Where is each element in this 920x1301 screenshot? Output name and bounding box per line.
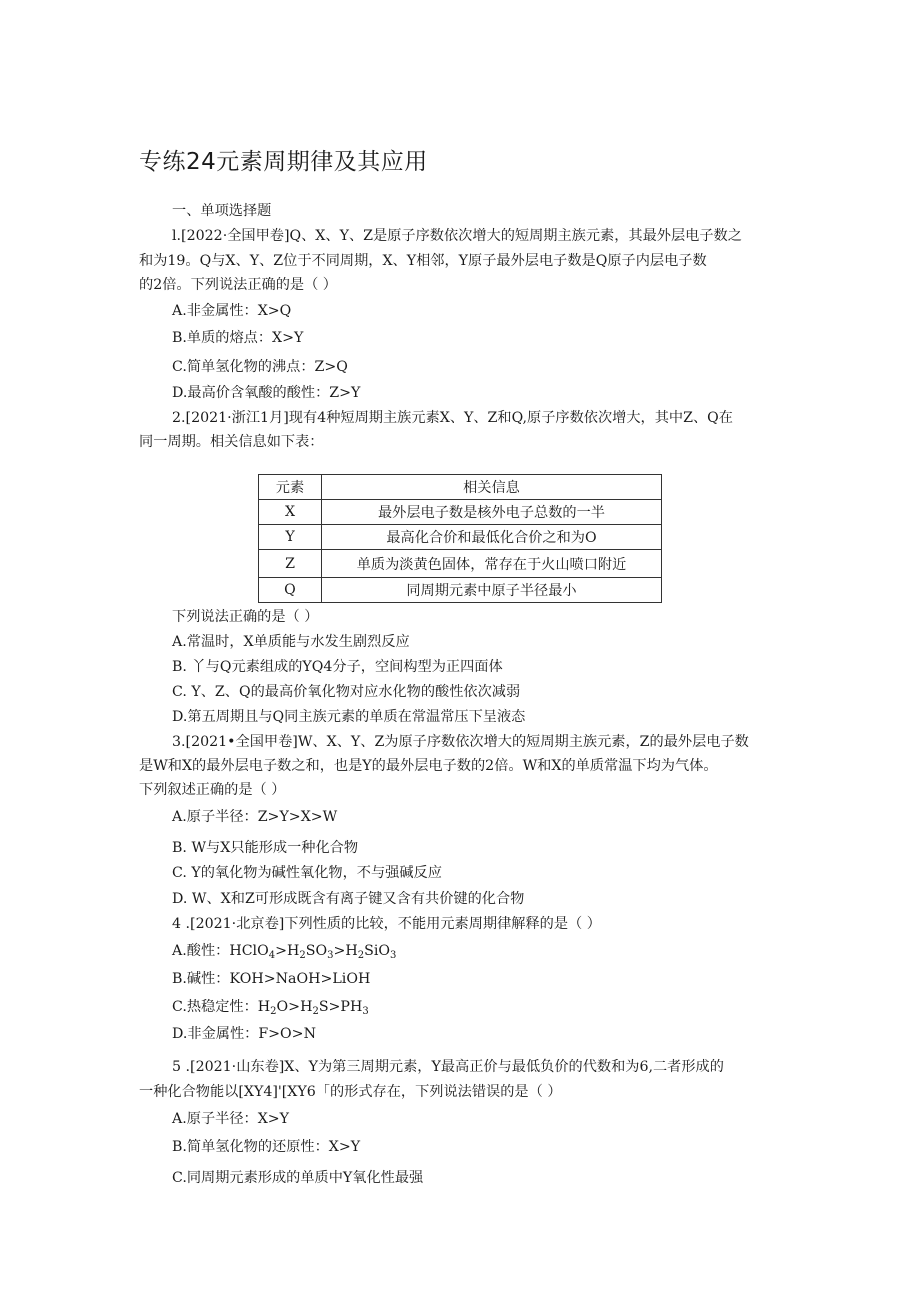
table-cell-element: Y xyxy=(259,525,322,550)
q4-option-c-text: O>H xyxy=(276,999,313,1015)
q4-option-c-text: S>PH xyxy=(318,999,363,1015)
q2-stem: 下列说法正确的是（ ） xyxy=(172,609,319,625)
q2-option-d: D.第五周期且与Q同主族元素的单质在常温常压下呈液态 xyxy=(172,709,526,725)
q3-stem-line2: 是W和X的最外层电子数之和，也是Y的最外层电子数的2倍。W和X的单质常温下均为气体。 xyxy=(139,758,718,774)
q2-stem-line1: 2.[2021·浙江1月]现有4种短周期主族元素X、Y、Z和Q,原子序数依次增大，其中Z、Q在 xyxy=(172,410,733,426)
q4-option-a-text: A.酸性：HClO xyxy=(172,943,269,959)
q1-stem-line3: 的2倍。下列说法正确的是（ ） xyxy=(139,277,337,293)
table-cell-element: X xyxy=(259,500,322,525)
q4-option-a xyxy=(172,941,396,961)
subscript: 2 xyxy=(299,950,306,961)
table-header-info: 相关信息 xyxy=(322,475,662,500)
table-row xyxy=(259,578,662,603)
subscript: 3 xyxy=(327,950,334,961)
subscript: 3 xyxy=(390,950,397,961)
table-cell-info: 最高化合价和最低化合价之和为O xyxy=(322,525,662,550)
q5-stem-line2: 一种化合物能以[XY4]'[XY6「的形式存在，下列说法错误的是（ ） xyxy=(139,1084,562,1100)
q2-option-c: C. Y、Z、Q的最高价氧化物对应水化物的酸性依次减弱 xyxy=(172,684,521,700)
q3-stem-line3: 下列叙述正确的是（ ） xyxy=(139,782,286,798)
q3-option-a: A.原子半径：Z>Y>X>W xyxy=(172,809,338,825)
subscript: 4 xyxy=(268,950,276,961)
page-title: 专练24元素周期律及其应用 xyxy=(139,149,428,175)
table-row xyxy=(259,500,662,525)
q1-option-c: C.简单氢化物的沸点：Z>Q xyxy=(172,359,348,375)
q4-stem: 4 .[2021·北京卷]下列性质的比较，不能用元素周期律解释的是（ ） xyxy=(172,916,601,932)
q5-option-a: A.原子半径：X>Y xyxy=(172,1111,290,1127)
table-header-row xyxy=(259,475,662,500)
q4-option-a-text: >H xyxy=(275,943,300,959)
q3-option-d: D. W、X和Z可形成既含有离子键又含有共价键的化合物 xyxy=(172,891,525,907)
table-cell-info: 单质为淡黄色固体，常存在于火山喷口附近 xyxy=(322,550,662,578)
q3-option-c: C. Y的氧化物为碱性氧化物，不与强碱反应 xyxy=(172,865,442,881)
subscript: 2 xyxy=(357,950,365,961)
q2-option-a: A.常温时，X单质能与水发生剧烈反应 xyxy=(172,634,410,650)
subscript: 3 xyxy=(362,1006,369,1017)
q1-stem-line1: l.[2022·全国甲卷]Q、X、Y、Z是原子序数依次增大的短周期主族元素，其最外层电子数之 xyxy=(172,228,742,244)
q3-option-b: B. W与X只能形成一种化合物 xyxy=(172,840,359,856)
subscript: 2 xyxy=(270,1006,277,1017)
q4-option-a-text: SO xyxy=(305,943,328,959)
table-cell-info: 同周期元素中原子半径最小 xyxy=(322,578,662,603)
table-cell-element: Z xyxy=(259,550,322,578)
q5-stem-line1: 5 .[2021·山东卷]X、Y为第三周期元素，Y最高正价与最低负价的代数和为6,二者形成的 xyxy=(172,1059,724,1075)
q2-option-b: B. 丫与Q元素组成的YQ4分子，空间构型为正四面体 xyxy=(172,659,503,675)
q4-option-c xyxy=(172,997,369,1017)
q4-option-c-text: C.热稳定性：H xyxy=(172,999,271,1015)
q5-option-b: B.简单氢化物的还原性：X>Y xyxy=(172,1139,361,1155)
q1-stem-line2: 和为19。Q与X、Y、Z位于不同周期，X、Y相邻，Y原子最外层电子数是Q原子内层电子数 xyxy=(139,253,707,269)
q1-option-b: B.单质的熔点：X>Y xyxy=(172,330,304,346)
subscript: 2 xyxy=(312,1006,319,1017)
q2-stem-line2: 同一周期。相关信息如下表： xyxy=(139,434,324,450)
q3-stem-line1: 3.[2021•全国甲卷]W、X、Y、Z为原子序数依次增大的短周期主族元素，Z的最外层电子数 xyxy=(172,734,749,750)
q5-option-c: C.同周期元素形成的单质中Y氧化性最强 xyxy=(172,1170,424,1186)
table-header-element: 元素 xyxy=(259,475,322,500)
q4-option-a-text: >H xyxy=(333,943,358,959)
q1-option-d: D.最高价含氧酸的酸性：Z>Y xyxy=(172,385,361,401)
q4-option-b: B.碱性：KOH>NaOH>LiOH xyxy=(172,971,371,987)
table-cell-info: 最外层电子数是核外电子总数的一半 xyxy=(322,500,662,525)
q4-option-d: D.非金属性：F>O>N xyxy=(172,1026,316,1042)
element-info-table xyxy=(258,474,662,603)
section-heading: 一、单项选择题 xyxy=(172,203,272,219)
q4-option-a-text: SiO xyxy=(364,943,390,959)
q1-option-a: A.非金属性：X>Q xyxy=(172,303,292,319)
table-row xyxy=(259,550,662,578)
table-row xyxy=(259,525,662,550)
table-cell-element: Q xyxy=(259,578,322,603)
